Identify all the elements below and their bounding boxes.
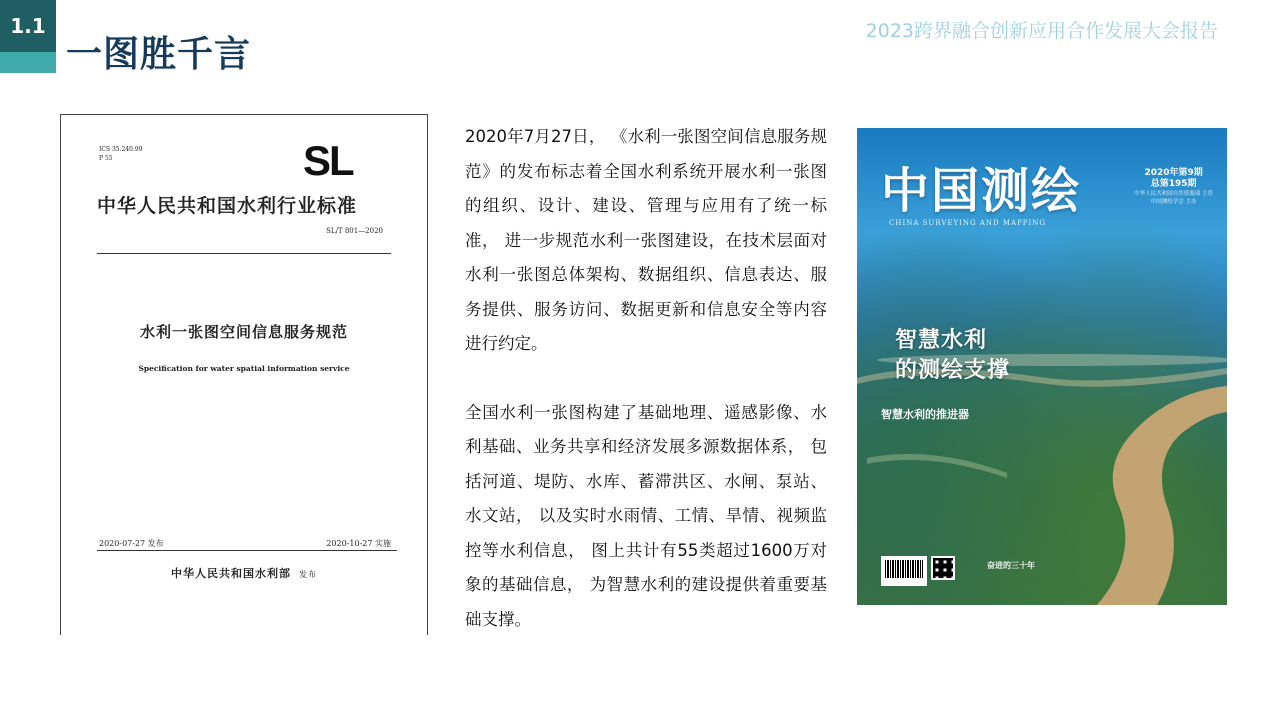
magazine-qr-code bbox=[931, 556, 955, 580]
description-paragraph-1: 2020年7月27日， 《水利一张图空间信息服务规范》的发布标志着全国水利系统开展水利一张图的组织、设计、建设、管理与应用有了统一标准， 进一步规范水利一张图建设，在技术层面对水利一张图总体架构、数据组织、信息表达、服务提供、服务访问、数据更新和信息安全等内容进行约定。 bbox=[465, 127, 827, 353]
magazine-barcode bbox=[881, 556, 927, 586]
standard-top-rule bbox=[97, 253, 391, 254]
standard-bottom-rule bbox=[97, 550, 397, 551]
page-title: 一图胜千言 bbox=[66, 34, 252, 75]
magazine-title: 中国测绘 bbox=[881, 163, 1082, 219]
standard-ics-line: ICS 35.240.99 bbox=[99, 146, 143, 153]
sl-logo: SL bbox=[303, 137, 353, 184]
magazine-cover-image bbox=[857, 128, 1227, 605]
magazine-sponsor-2: 中国测绘学会 主办 bbox=[1150, 199, 1197, 205]
magazine-headline-line-1: 智慧水利 bbox=[895, 328, 988, 353]
section-badge-accent bbox=[0, 52, 56, 73]
magazine-issue: 2020年第9期 bbox=[1144, 168, 1203, 178]
magazine-footer-title: 奋进的三十年 bbox=[987, 561, 1035, 570]
section-number: 1.1 bbox=[10, 14, 46, 38]
description-paragraph-2: 全国水利一张图构建了基础地理、遥感影像、水利基础、业务共享和经济发展多源数据体系， 包括河道、堤防、水库、蓄滞洪区、水闸、泵站、水文站， 以及实时水雨情、工情、旱情、视频监控等水利信息， 图上共计有55类超过1600万对象的基础信息， 为智慧水利的建设提供着重要基础支撑。 bbox=[465, 402, 827, 629]
magazine-total-issue: 总第195期 bbox=[1150, 179, 1197, 189]
standard-title-cn: 水利一张图空间信息服务规范 bbox=[139, 323, 348, 341]
ministry-standard-title: 中华人民共和国水利行业标准 bbox=[97, 195, 358, 217]
standard-number: SL/T 801—2020 bbox=[326, 227, 383, 235]
section-number-badge bbox=[0, 0, 56, 52]
magazine-headline bbox=[895, 326, 1010, 386]
issuer-name: 中华人民共和国水利部 bbox=[171, 567, 291, 580]
implement-date: 2020-10-27 实施 bbox=[326, 539, 391, 548]
standard-p-line: P 55 bbox=[99, 155, 113, 162]
magazine-sponsor-1: 中华人民共和国自然资源部 主管 bbox=[1134, 191, 1213, 197]
description-text bbox=[465, 120, 827, 637]
standard-issuer bbox=[61, 565, 427, 581]
issuer-suffix: 发布 bbox=[299, 570, 317, 579]
standard-ics bbox=[99, 145, 143, 163]
standard-cover-image bbox=[60, 114, 428, 635]
magazine-headline-line-2: 的测绘支撑 bbox=[895, 358, 1011, 383]
standard-title-en: Specification for water spatial information service bbox=[138, 364, 350, 373]
magazine-section-title: 智慧水利的推进器 bbox=[881, 408, 969, 421]
report-title: 2023跨界融合创新应用合作发展大会报告 bbox=[865, 20, 1218, 42]
publish-date: 2020-07-27 发布 bbox=[99, 539, 164, 548]
magazine-issue-info bbox=[1134, 168, 1213, 206]
magazine-subtitle: CHINA SURVEYING AND MAPPING bbox=[889, 219, 1046, 227]
